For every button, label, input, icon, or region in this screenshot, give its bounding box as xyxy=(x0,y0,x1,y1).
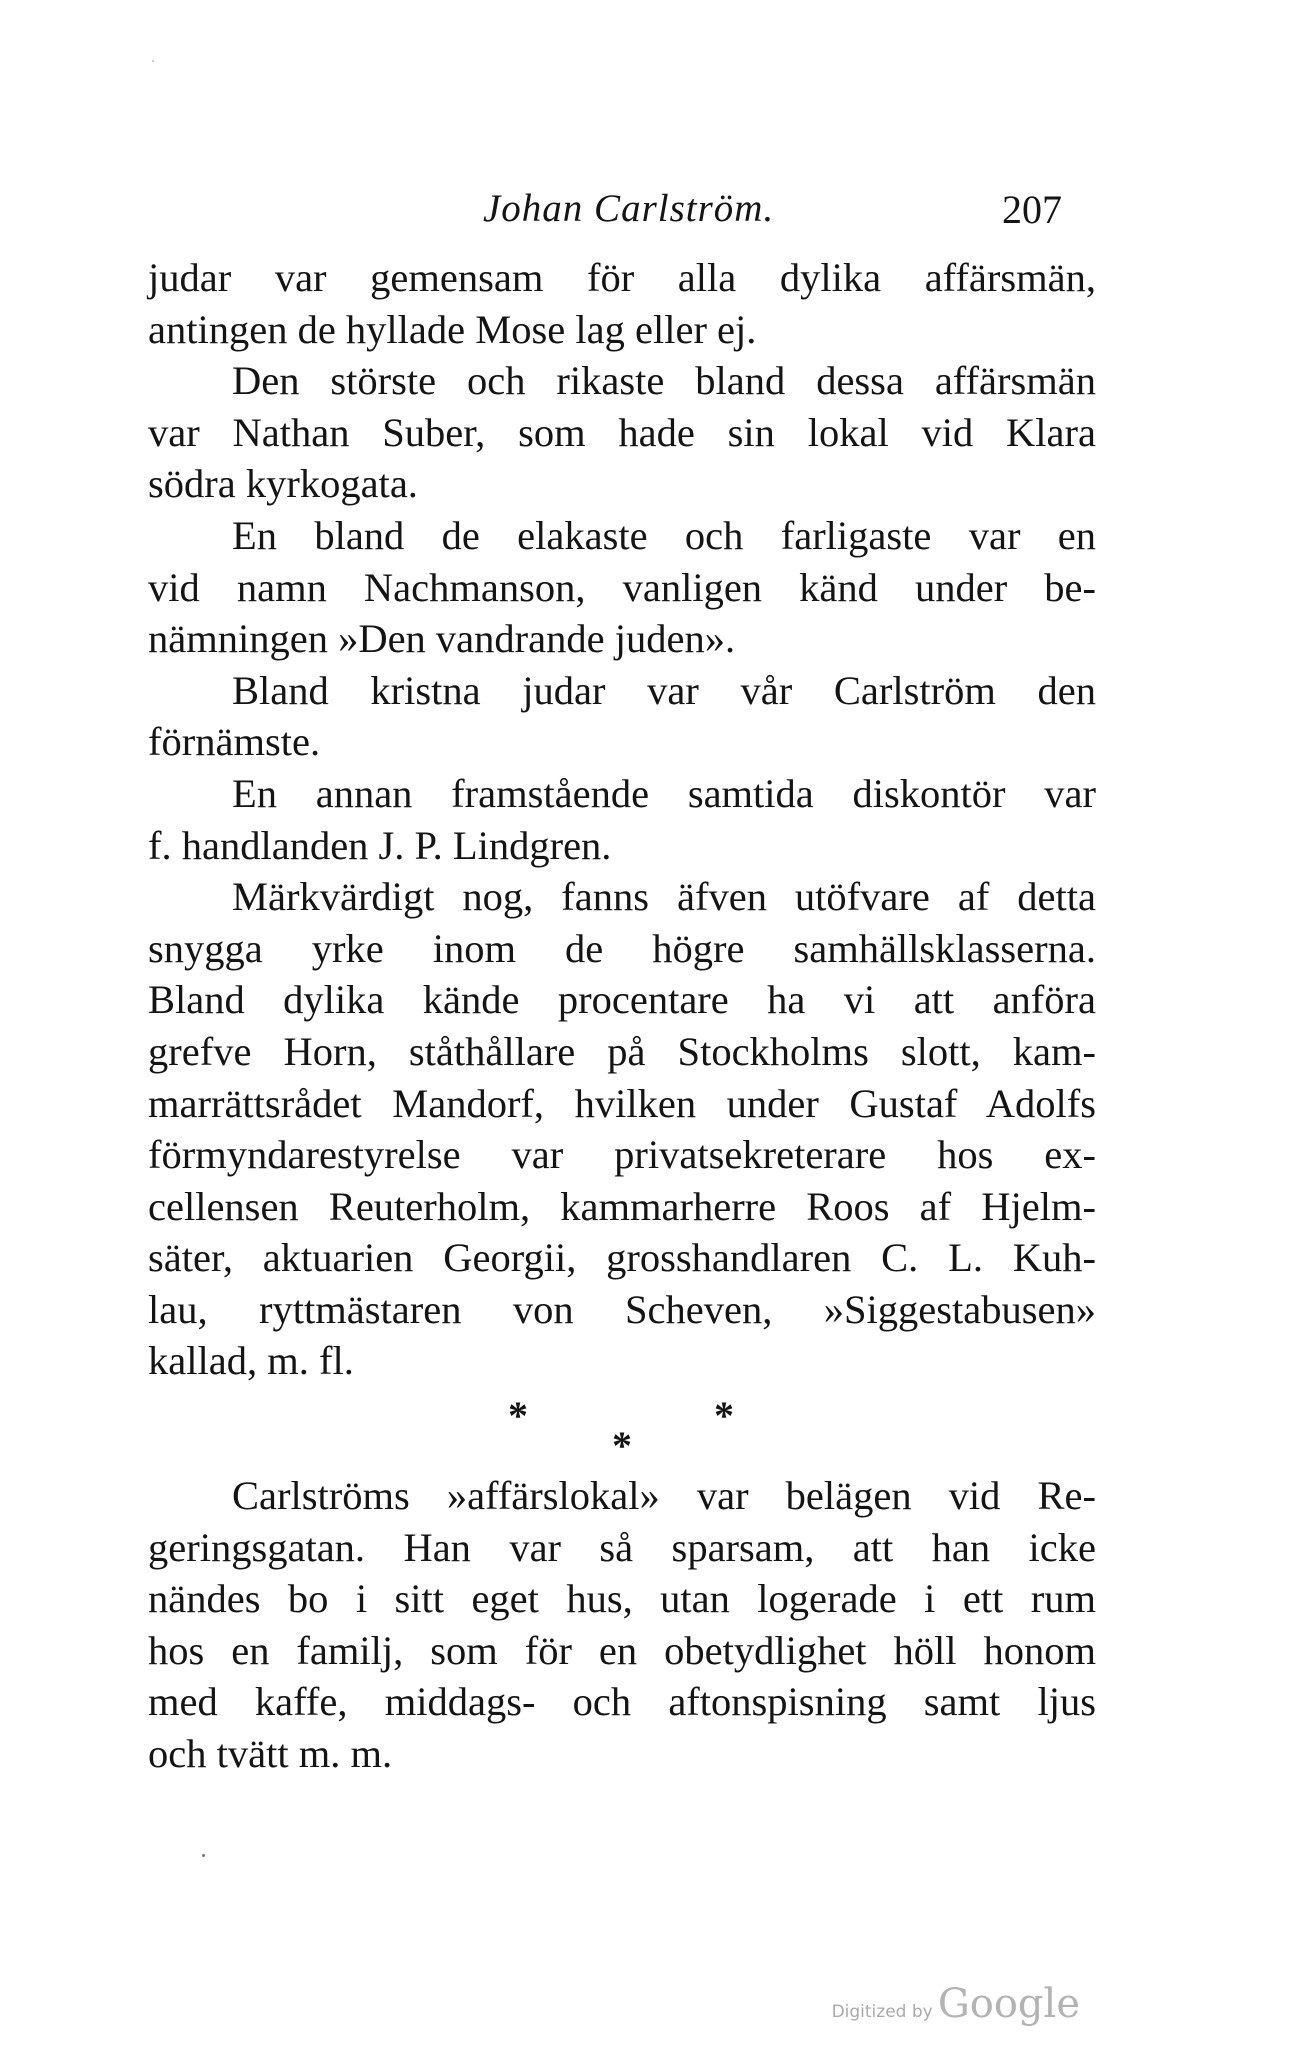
text-line: Bland kristna judar var vår Carlström den xyxy=(232,667,1096,713)
text-line: grefve Horn, ståthållare på Stockholms slott, kam- xyxy=(148,1028,1096,1074)
text-line: och tvätt m. m. xyxy=(148,1730,393,1776)
running-title: Johan Carlström. xyxy=(483,187,775,230)
text-line: södra kyrkogata. xyxy=(148,461,418,507)
text-line: kallad, m. fl. xyxy=(148,1338,354,1384)
text-line: säter, aktuarien Georgii, grosshandlaren C. L. Kuh- xyxy=(148,1235,1096,1281)
page-number: 207 xyxy=(1002,187,1062,232)
text-line: vid namn Nachmanson, vanligen känd under be- xyxy=(148,564,1096,610)
asterisk-bottom: * xyxy=(612,1423,632,1468)
text-line: geringsgatan. Han var så sparsam, att han icke xyxy=(148,1524,1096,1570)
text-line: lau, ryttmästaren von Scheven, »Siggestabusen» xyxy=(148,1286,1096,1332)
text-line: cellensen Reuterholm, kammarherre Roos af Hjelm- xyxy=(148,1183,1096,1229)
digitized-watermark xyxy=(832,1981,1080,2027)
body-text-bottom xyxy=(148,1470,1096,1780)
text-line: antingen de hyllade Mose lag eller ej. xyxy=(148,306,757,352)
text-line: var Nathan Suber, som hade sin lokal vid Klara xyxy=(148,409,1096,455)
watermark-brand: Google xyxy=(937,1981,1080,2027)
text-line: Den störste och rikaste bland dessa affärsmän xyxy=(232,358,1096,404)
text-line: Bland dylika kände procentare ha vi att anföra xyxy=(148,977,1096,1023)
asterisk-left: * xyxy=(508,1393,528,1438)
section-asterism xyxy=(0,1392,1300,1468)
text-line: Märkvärdigt nog, fanns äfven utöfvare af detta xyxy=(232,874,1096,920)
text-line: marrättsrådet Mandorf, hvilken under Gustaf Adolfs xyxy=(148,1080,1096,1126)
text-line: förnämste. xyxy=(148,719,321,765)
text-line: judar var gemensam för alla dylika affärsmän, xyxy=(148,255,1096,300)
watermark-prefix: Digitized by xyxy=(831,2002,933,2022)
text-line: med kaffe, middags- och aftonspisning samt ljus xyxy=(148,1679,1096,1725)
text-line: f. handlanden J. P. Lindgren. xyxy=(148,822,612,868)
body-text-top xyxy=(148,252,1096,1387)
text-line: nändes bo i sitt eget hus, utan logerade i ett rum xyxy=(148,1576,1096,1622)
text-line: nämningen »Den vandrande juden». xyxy=(148,616,736,662)
text-line: hos en familj, som för en obetydlighet höll honom xyxy=(148,1627,1096,1673)
asterisk-right: * xyxy=(714,1393,734,1438)
text-line: En annan framstående samtida diskontör var xyxy=(232,770,1096,816)
page-header xyxy=(148,186,1096,236)
scan-speck xyxy=(152,60,154,62)
text-line: förmyndarestyrelse var privatsekreterare hos ex- xyxy=(148,1132,1096,1178)
scan-speck xyxy=(202,1854,205,1857)
text-line: Carlströms »affärslokal» var belägen vid Re- xyxy=(232,1473,1096,1518)
text-line: snygga yrke inom de högre samhällsklasserna. xyxy=(148,925,1096,971)
text-line: En bland de elakaste och farligaste var en xyxy=(232,512,1096,558)
